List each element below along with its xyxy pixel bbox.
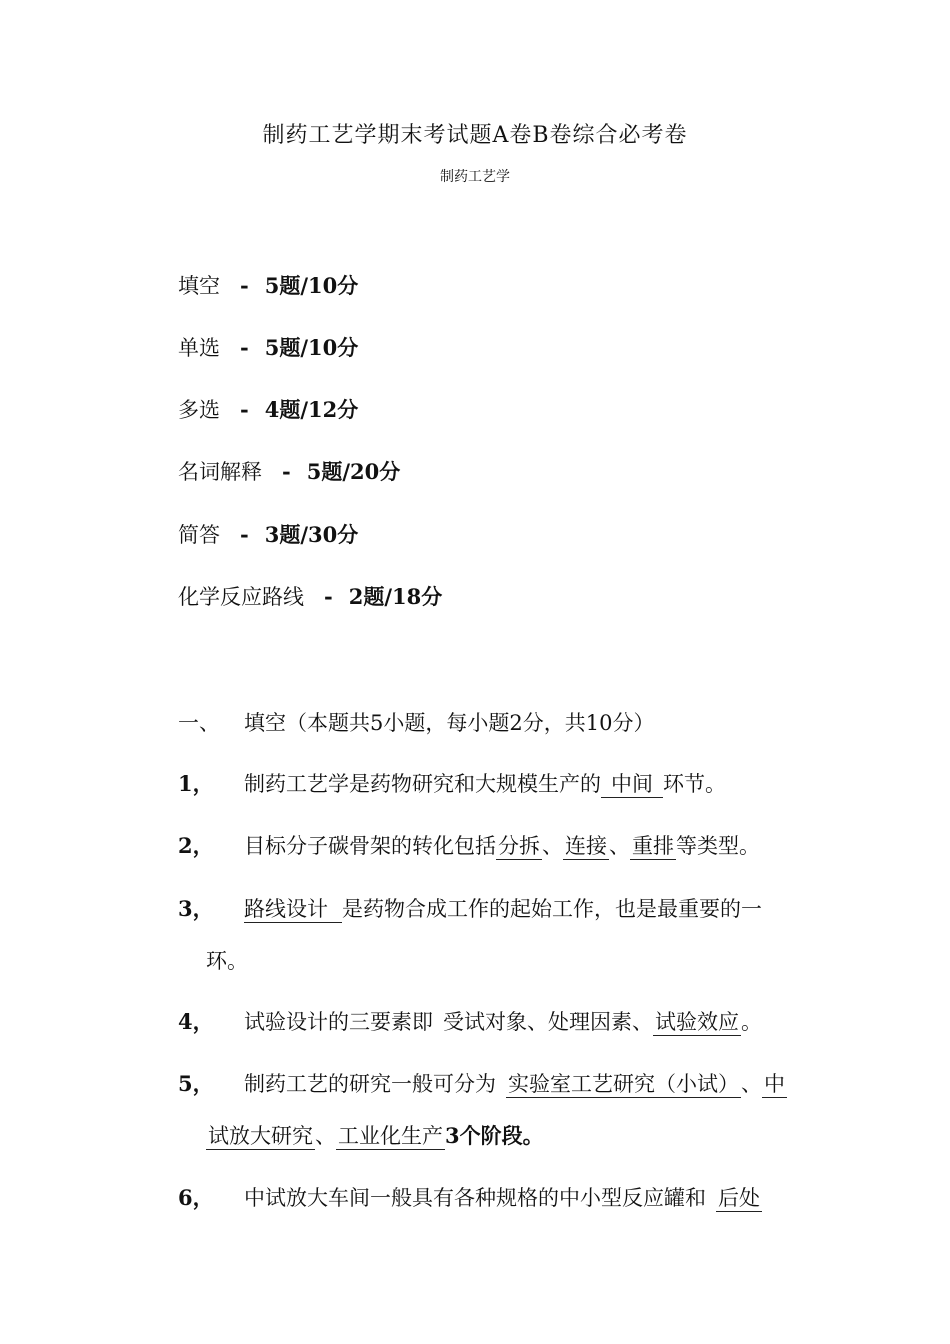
answer-blank: 工业化生产	[338, 1124, 443, 1148]
document-title: 制药工艺学期末考试题A卷B卷综合必考卷	[262, 123, 688, 148]
answer-blank: 实验室工艺研究（小试）	[508, 1072, 739, 1096]
section-heading: 一、 填空（本题共5小题，每小题2分，共10分）	[178, 711, 655, 735]
answer-blank: 重排	[632, 834, 674, 858]
answer-blank: 中间	[601, 771, 663, 798]
question-5: 5， 制药工艺的研究一般可分为 实验室工艺研究（小试）、中 试放大研究、工业化生产3个阶段。	[178, 1071, 785, 1148]
answer-blank: 分拆	[498, 834, 540, 858]
summary-row-short-answer: 简答 - 3题/30分	[178, 522, 359, 547]
summary-row-fill: 填空 - 5题/10分	[178, 273, 359, 298]
summary-row-single-choice: 单选 - 5题/10分	[178, 335, 359, 360]
question-6: 6， 中试放大车间一般具有各种规格的中小型反应罐和 后处	[178, 1185, 760, 1210]
summary-row-terms: 名词解释 - 5题/20分	[178, 459, 401, 484]
question-2: 2， 目标分子碳骨架的转化包括分拆、连接、重排等类型。	[178, 833, 760, 858]
summary-row-reaction-route: 化学反应路线 - 2题/18分	[178, 584, 443, 609]
answer-blank: 中	[764, 1072, 785, 1096]
answer-blank: 路线设计	[244, 896, 342, 923]
question-3: 3， 路线设计 是药物合成工作的起始工作，也是最重要的一 环。	[178, 896, 762, 973]
document-subtitle: 制药工艺学	[440, 169, 510, 185]
answer-blank: 试验效应	[655, 1010, 739, 1034]
answer-blank: 连接	[565, 834, 607, 858]
answer-blank: 后处	[718, 1186, 760, 1210]
answer-blank: 试放大研究	[208, 1124, 313, 1148]
question-4: 4， 试验设计的三要素即 受试对象、处理因素、试验效应。	[178, 1009, 762, 1034]
question-1: 1， 制药工艺学是药物研究和大规模生产的 中间 环节。	[178, 771, 726, 796]
summary-row-multi-choice: 多选 - 4题/12分	[178, 397, 359, 422]
